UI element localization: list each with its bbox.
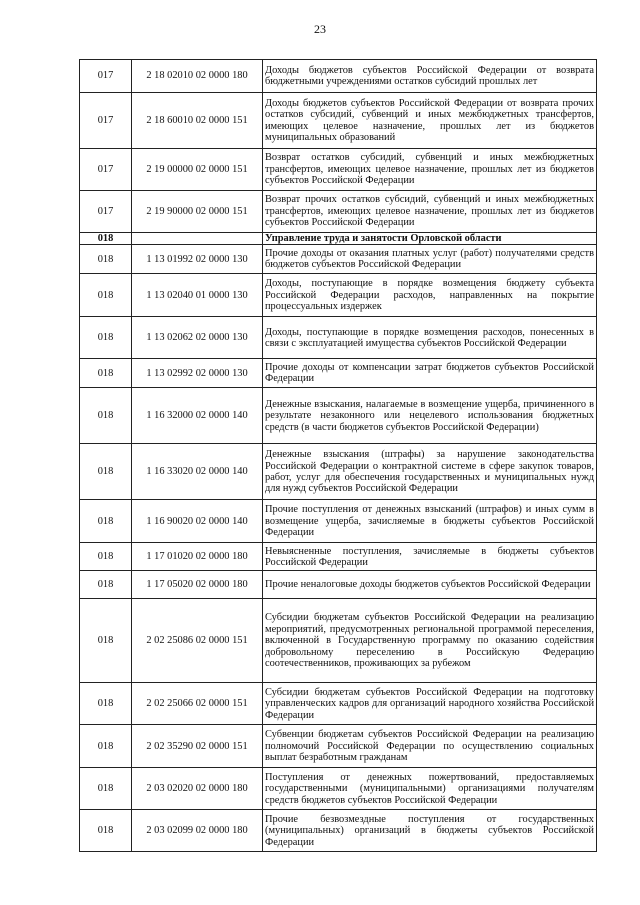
classification-code-cell: 2 02 25066 02 0000 151 — [132, 683, 263, 725]
description-cell: Прочие доходы от компенсации затрат бюджетов субъектов Российской Федерации — [263, 359, 597, 388]
classification-code-cell: 1 13 02040 01 0000 130 — [132, 274, 263, 317]
section-header-row — [80, 233, 597, 245]
table-row — [80, 191, 597, 233]
admin-code-cell: 018 — [80, 388, 132, 444]
description-cell: Доходы бюджетов субъектов Российской Федерации от возврата бюджетными учреждениями остатков субсидий прошлых лет — [263, 60, 597, 93]
table-row — [80, 274, 597, 317]
classification-code-cell: 1 13 01992 02 0000 130 — [132, 245, 263, 274]
table-row — [80, 149, 597, 191]
description-cell: Поступления от денежных пожертвований, предоставляемых государственными (муниципальными) организациями получателям средств бюджетов субъектов Российской Федерации — [263, 768, 597, 810]
admin-code-cell: 018 — [80, 274, 132, 317]
description-cell: Субсидии бюджетам субъектов Российской Федерации на подготовку управленческих кадров для организаций народного хозяйства Российской Федерации — [263, 683, 597, 725]
classification-code-cell: 1 16 33020 02 0000 140 — [132, 444, 263, 500]
budget-classification-table — [79, 59, 597, 852]
classification-code-cell: 1 16 90020 02 0000 140 — [132, 500, 263, 543]
admin-code-cell: 018 — [80, 359, 132, 388]
description-cell: Управление труда и занятости Орловской области — [263, 233, 597, 245]
classification-code-cell: 2 03 02099 02 0000 180 — [132, 810, 263, 852]
classification-code-cell: 1 13 02992 02 0000 130 — [132, 359, 263, 388]
classification-code-cell: 1 16 32000 02 0000 140 — [132, 388, 263, 444]
table-row — [80, 93, 597, 149]
classification-code-cell: 2 02 25086 02 0000 151 — [132, 599, 263, 683]
admin-code-cell: 018 — [80, 725, 132, 768]
admin-code-cell: 018 — [80, 768, 132, 810]
admin-code-cell: 018 — [80, 317, 132, 359]
description-cell: Прочие доходы от оказания платных услуг (работ) получателями средств бюджетов субъектов Российской Федерации — [263, 245, 597, 274]
admin-code-cell: 018 — [80, 543, 132, 571]
description-cell: Возврат прочих остатков субсидий, субвенций и иных межбюджетных трансфертов, имеющих целевое назначение, прошлых лет из бюджетов субъектов Российской Федерации — [263, 191, 597, 233]
table-row — [80, 60, 597, 93]
table-row — [80, 543, 597, 571]
table-row — [80, 388, 597, 444]
admin-code-cell: 017 — [80, 191, 132, 233]
table-row — [80, 683, 597, 725]
admin-code-cell: 018 — [80, 571, 132, 599]
classification-code-cell: 1 13 02062 02 0000 130 — [132, 317, 263, 359]
description-cell: Доходы, поступающие в порядке возмещения расходов, понесенных в связи с эксплуатацией имущества субъектов Российской Федерации — [263, 317, 597, 359]
description-cell: Субсидии бюджетам субъектов Российской Федерации на реализацию мероприятий, предусмотренных региональной программой переселения, включенной в Государственную программу по оказанию содействия добровольному переселению в Российскую Федерацию соотечественников, проживающих за рубежом — [263, 599, 597, 683]
classification-code-cell: 2 19 00000 02 0000 151 — [132, 149, 263, 191]
classification-code-cell: 2 03 02020 02 0000 180 — [132, 768, 263, 810]
table-row — [80, 571, 597, 599]
classification-code-cell: 1 17 05020 02 0000 180 — [132, 571, 263, 599]
table-row — [80, 317, 597, 359]
description-cell: Доходы, поступающие в порядке возмещения бюджету субъекта Российской Федерации расходов, направленных на покрытие процессуальных издержек — [263, 274, 597, 317]
admin-code-cell: 018 — [80, 444, 132, 500]
table-row — [80, 444, 597, 500]
description-cell: Денежные взыскания, налагаемые в возмещение ущерба, причиненного в результате незаконного или нецелевого использования бюджетных средств (в части бюджетов субъектов Российской Федерации) — [263, 388, 597, 444]
table-row — [80, 768, 597, 810]
admin-code-cell: 018 — [80, 599, 132, 683]
table-row — [80, 500, 597, 543]
classification-code-cell: 1 17 01020 02 0000 180 — [132, 543, 263, 571]
table-row — [80, 725, 597, 768]
description-cell: Субвенции бюджетам субъектов Российской Федерации на реализацию полномочий Российской Федерации по осуществлению социальных выплат безработным гражданам — [263, 725, 597, 768]
table-row — [80, 599, 597, 683]
admin-code-cell: 018 — [80, 500, 132, 543]
classification-code-cell — [132, 233, 263, 245]
table-row — [80, 245, 597, 274]
description-cell: Возврат остатков субсидий, субвенций и иных межбюджетных трансфертов, имеющих целевое назначение, прошлых лет из бюджетов субъектов Российской Федерации — [263, 149, 597, 191]
page-number: 23 — [314, 22, 326, 36]
classification-code-cell: 2 02 35290 02 0000 151 — [132, 725, 263, 768]
description-cell: Денежные взыскания (штрафы) за нарушение законодательства Российской Федерации о контрактной системе в сфере закупок товаров, работ, услуг для обеспечения государственных и муниципальных нужд для нужд субъектов Российской Федерации — [263, 444, 597, 500]
classification-code-cell: 2 18 02010 02 0000 180 — [132, 60, 263, 93]
admin-code-cell: 018 — [80, 683, 132, 725]
classification-code-cell: 2 18 60010 02 0000 151 — [132, 93, 263, 149]
description-cell: Доходы бюджетов субъектов Российской Федерации от возврата прочих остатков субсидий, субвенций и иных межбюджетных трансфертов, имеющих целевое назначение, прошлых лет из бюджетов муниципальных образований — [263, 93, 597, 149]
admin-code-cell: 018 — [80, 245, 132, 274]
description-cell: Прочие поступления от денежных взысканий (штрафов) и иных сумм в возмещение ущерба, зачисляемые в бюджеты субъектов Российской Федерации — [263, 500, 597, 543]
admin-code-cell: 018 — [80, 810, 132, 852]
admin-code-cell: 017 — [80, 93, 132, 149]
table-row — [80, 359, 597, 388]
description-cell: Невыясненные поступления, зачисляемые в бюджеты субъектов Российской Федерации — [263, 543, 597, 571]
admin-code-cell: 017 — [80, 60, 132, 93]
description-cell: Прочие неналоговые доходы бюджетов субъектов Российской Федерации — [263, 571, 597, 599]
admin-code-cell: 017 — [80, 149, 132, 191]
classification-code-cell: 2 19 90000 02 0000 151 — [132, 191, 263, 233]
admin-code-cell: 018 — [80, 233, 132, 245]
table-body — [80, 60, 597, 852]
table-row — [80, 810, 597, 852]
description-cell: Прочие безвозмездные поступления от государственных (муниципальных) организаций в бюджеты субъектов Российской Федерации — [263, 810, 597, 852]
